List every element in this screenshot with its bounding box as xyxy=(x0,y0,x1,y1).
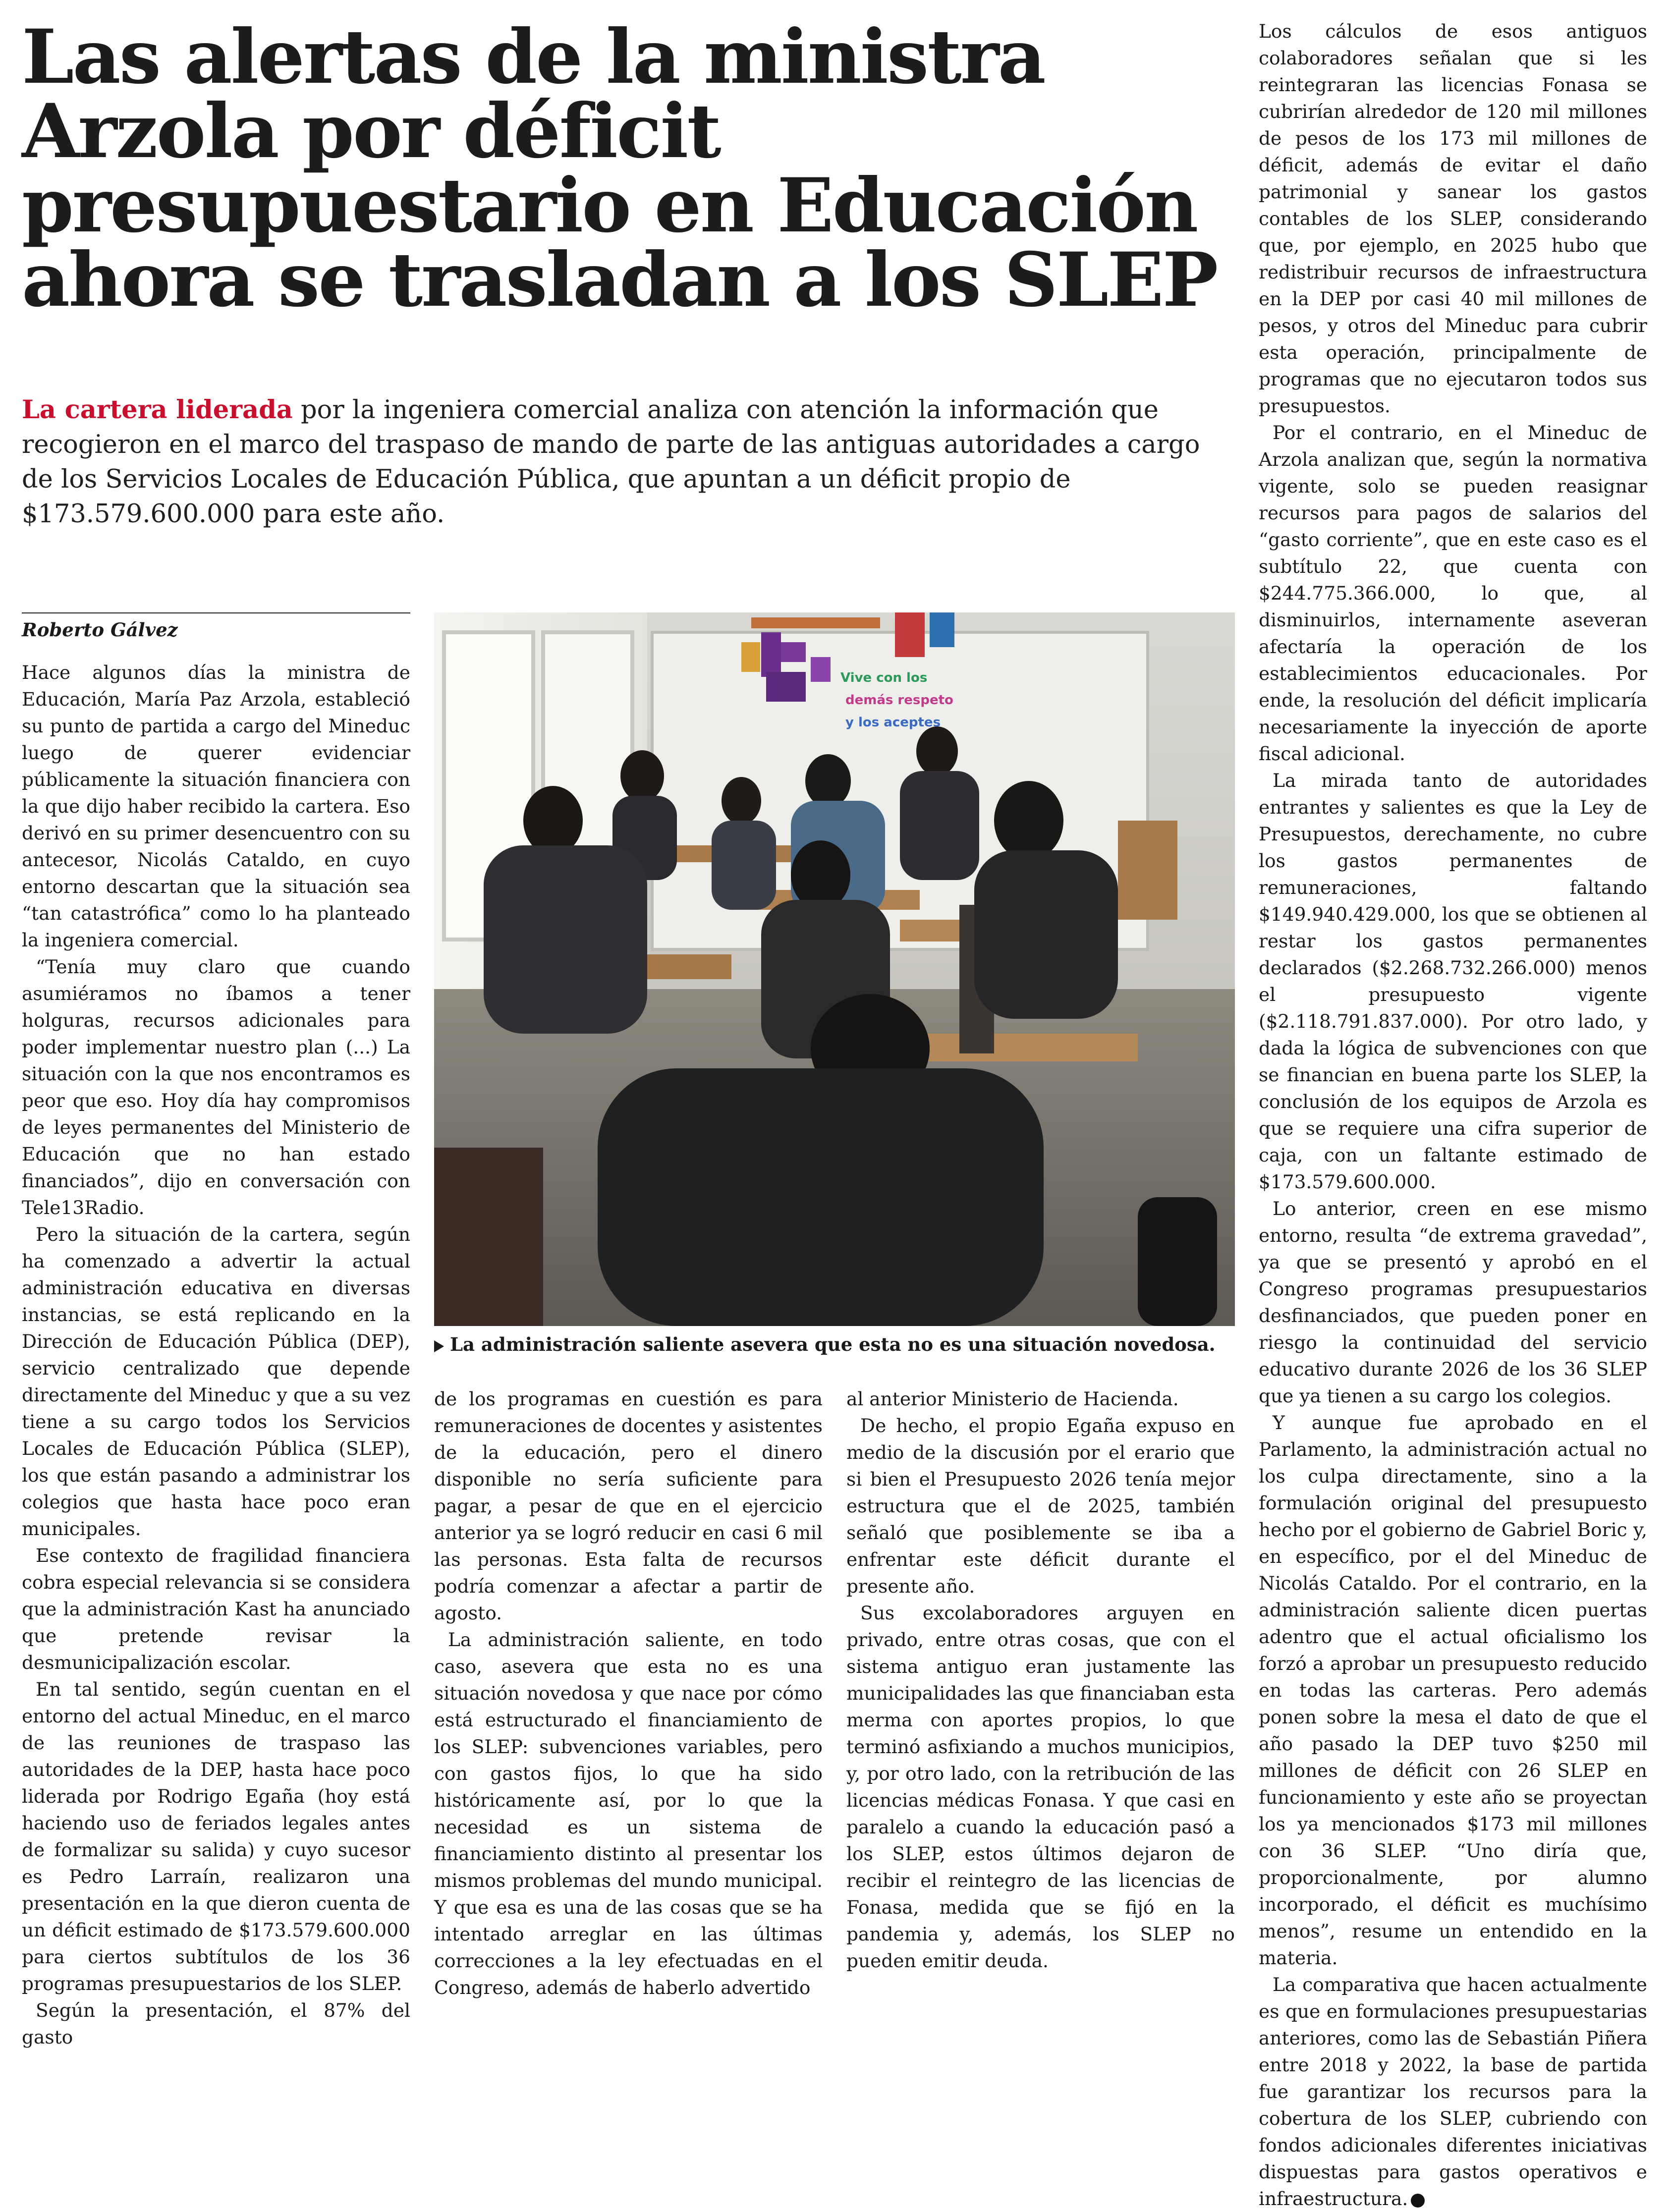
paragraph: Los cálculos de esos antiguos colaboradores señalan que si les reintegraran las licencias Fonasa se cubrirían alrededor de 120 mil millones de pesos de los 173 mil millones de déficit, además de evitar el daño patrimonial y sanear los gastos contables de los SLEP, considerando que, por ejemplo, en 2025 hubo que redistribuir recursos de infraestructura en la DEP por casi 40 mil millones de pesos, y otros del Mineduc para cubrir esta operación, principalmente de programas que no ejecutaron todos sus presupuestos. xyxy=(1259,20,1647,417)
paragraph-text: La comparativa que hacen actualmente es que en formulaciones presupuestarias anteriores, como las de Sebastián Piñera entre 2018 y 2022, la base de partida fue garantizar los recursos para la cobertura de los SLEP, cubriendo con fondos adicionales diferentes iniciativas dispuestas para gastos operativos e infraestructura. xyxy=(1259,1974,1647,2210)
caption-text: La administración saliente asevera que esta no es una situación novedosa. xyxy=(450,1333,1216,1355)
paragraph: al anterior Ministerio de Hacienda. xyxy=(846,1388,1179,1410)
paragraph: La mirada tanto de autoridades entrantes y salientes es que la Ley de Presupuestos, derechamente, no cubre los gastos permanentes de remuneraciones, faltando $149.940.429.000, los que se obtienen al restar los gastos permanentes declarados ($2.268.732.266.000) menos el presupuesto vigente ($2.118.791.837.000). Por otro lado, y dada la lógica de subvenciones con que se financian en buena parte los SLEP, la conclusión de los equipos de Arzola es que se requiere una cifra superior de caja, con un faltante estimado de $173.579.600.000. xyxy=(1259,770,1647,1193)
paragraph-last xyxy=(1259,1971,1647,2212)
poster-line-1: Vive con los xyxy=(840,670,928,685)
paragraph: Según la presentación, el 87% del gasto xyxy=(22,1999,410,2048)
classroom-illustration xyxy=(434,612,1235,1326)
paragraph: Pero la situación de la cartera, según ha comenzado a advertir la actual administración educativa en diversas instancias, se está replicando en la Dirección de Educación Pública (DEP), servicio centralizado que depende directamente del Mineduc y que a su vez tiene a su cargo todos los Servicios Locales de Educación Pública (SLEP), los que están pasando a administrar los colegios que hasta hace poco eran municipales. xyxy=(22,1223,410,1540)
paragraph: En tal sentido, según cuentan en el entorno del actual Mineduc, en el marco de las reuniones de traspaso las autoridades de la DEP, hasta hace poco liderada por Rodrigo Egaña (hoy está haciendo uso de feriados legales antes de formalizar su salida) y cuyo sucesor es Pedro Larraín, realizaron una presentación en la que dieron cuenta de un déficit estimado de $173.579.600.000 para ciertos subtítulos de los 36 programas presupuestarios de los SLEP. xyxy=(22,1678,410,1994)
photo-caption xyxy=(434,1332,1235,1357)
paragraph: de los programas en cuestión es para remuneraciones de docentes y asistentes de la educación, pero el dinero disponible no sería suficiente para pagar, a pesar de que en el ejercicio anterior ya se logró reducir en casi 6 mil las personas. Esta falta de recursos podría comenzar a afectar a partir de agosto. xyxy=(434,1388,823,1624)
classroom-photo xyxy=(434,612,1235,1326)
paragraph: Hace algunos días la ministra de Educación, María Paz Arzola, estableció su punto de partida a cargo del Mineduc luego de querer evidenciar públicamente la situación financiera con la que dijo haber recibido la cartera. Eso derivó en su primer desencuentro con su antecesor, Nicolás Cataldo, en cuyo entorno descartan que la situación sea “tan catastrófica” como lo ha planteado la ingeniera comercial. xyxy=(22,662,410,951)
headline: Las alertas de la ministra Arzola por déficit presupuestario en Educación ahora se trasladan a los SLEP xyxy=(22,13,1217,324)
column-2 xyxy=(434,1385,823,2001)
end-mark-icon xyxy=(1411,2194,1425,2208)
column-1 xyxy=(22,659,410,2050)
byline: Roberto Gálvez xyxy=(22,619,178,641)
poster-line-3: y los aceptes xyxy=(845,715,941,730)
column-4 xyxy=(1259,18,1647,2212)
paragraph: Lo anterior, creen en ese mismo entorno, resulta “de extrema gravedad”, ya que se presentó y aprobó en el Congreso programas presupuestarios desfinanciados, que pueden poner en riesgo la continuidad del servicio educativo durante 2026 de los 36 SLEP que ya tienen a su cargo los colegios. xyxy=(1259,1198,1647,1407)
paragraph: “Tenía muy claro que cuando asumiéramos no íbamos a tener holguras, recursos adicionales para poder implementar nuestro plan (...) La situación con la que nos encontramos es peor que eso. Hoy día hay compromisos de leyes permanentes del Ministerio de Educación que no han estado financiados”, dijo en conversación con Tele13Radio. xyxy=(22,956,410,1218)
column-3 xyxy=(846,1385,1235,1974)
paragraph: De hecho, el propio Egaña expuso en medio de la discusión por el erario que si bien el Presupuesto 2026 tenía mejor estructura que el de 2025, también señaló que posiblemente se iba a enfrentar este déficit durante el presente año. xyxy=(846,1415,1235,1597)
deck-text: por la ingeniera comercial analiza con atención la información que recogieron en el marco del traspaso de mando de parte de las antiguas autoridades a cargo de los Servicios Locales de Educación Pública, que apuntan a un déficit propio de $173.579.600.000 para este año. xyxy=(22,395,1200,529)
byline-rule xyxy=(22,612,410,613)
deck-kicker: La cartera liderada xyxy=(22,395,293,425)
deck xyxy=(22,392,1231,532)
paragraph: Y aunque fue aprobado en el Parlamento, la administración actual no los culpa directamente, sino a la formulación original del presupuesto hecho por el gobierno de Gabriel Boric y, en específico, por el del Mineduc de Nicolás Cataldo. Por el contrario, en la administración saliente dicen puertas adentro que el actual oficialismo los forzó a aprobar un presupuesto reducido en todas las carteras. Pero además ponen sobre la mesa el dato de que el año pasado la DEP tuvo $250 mil millones de déficit con 26 SLEP en funcionamiento y este año se proyectan los ya mencionados $173 mil millones con 36 SLEP. “Uno diría que, proporcionalmente, por alumno incorporado, el déficit es muchísimo menos”, resume un entendido en la materia. xyxy=(1259,1412,1647,1969)
paragraph: Sus excolaboradores arguyen en privado, entre otras cosas, que con el sistema antiguo eran justamente las municipalidades las que financiaban esta merma con aportes propios, lo que terminó asfixiando a muchos municipios, y, por otro lado, con la retribución de las licencias médicas Fonasa. Y que casi en paralelo a cuando la educación pasó a los SLEP, estos últimos dejaron de recibir el reintegro de las licencias de Fonasa, medida que se fijó en la pandemia y, además, los SLEP no pueden emitir deuda. xyxy=(846,1602,1235,1972)
paragraph: Ese contexto de fragilidad financiera cobra especial relevancia si se considera que la administración Kast ha anunciado que pretende revisar la desmunicipalización escolar. xyxy=(22,1545,410,1673)
caption-arrow-icon xyxy=(434,1340,444,1352)
paragraph: Por el contrario, en el Mineduc de Arzola analizan que, según la normativa vigente, solo se pueden reasignar recursos para pagos de salarios del “gasto corriente”, que en este caso es el subtítulo 22, que cuenta con $244.775.366.000, lo que, al disminuirlos, internamente aseveran afectaría la operación de los establecimientos educacionales. Por ende, la resolución del déficit implicaría necesariamente la inyección de aporte fiscal adicional. xyxy=(1259,422,1647,765)
paragraph: La administración saliente, en todo caso, asevera que esta no es una situación novedosa y que nace por cómo está estructurado el financiamiento de los SLEP: subvenciones variables, pero con gastos fijos, lo que ha sido históricamente así, por lo que la necesidad es un sistema de financiamiento distinto al presentar los mismos problemas del mundo municipal. Y que esa es una de las cosas que se ha intentado arreglar en las últimas correcciones a la ley efectuadas en el Congreso, además de haberlo advertido xyxy=(434,1629,823,1998)
poster-line-2: demás respeto xyxy=(845,693,953,708)
